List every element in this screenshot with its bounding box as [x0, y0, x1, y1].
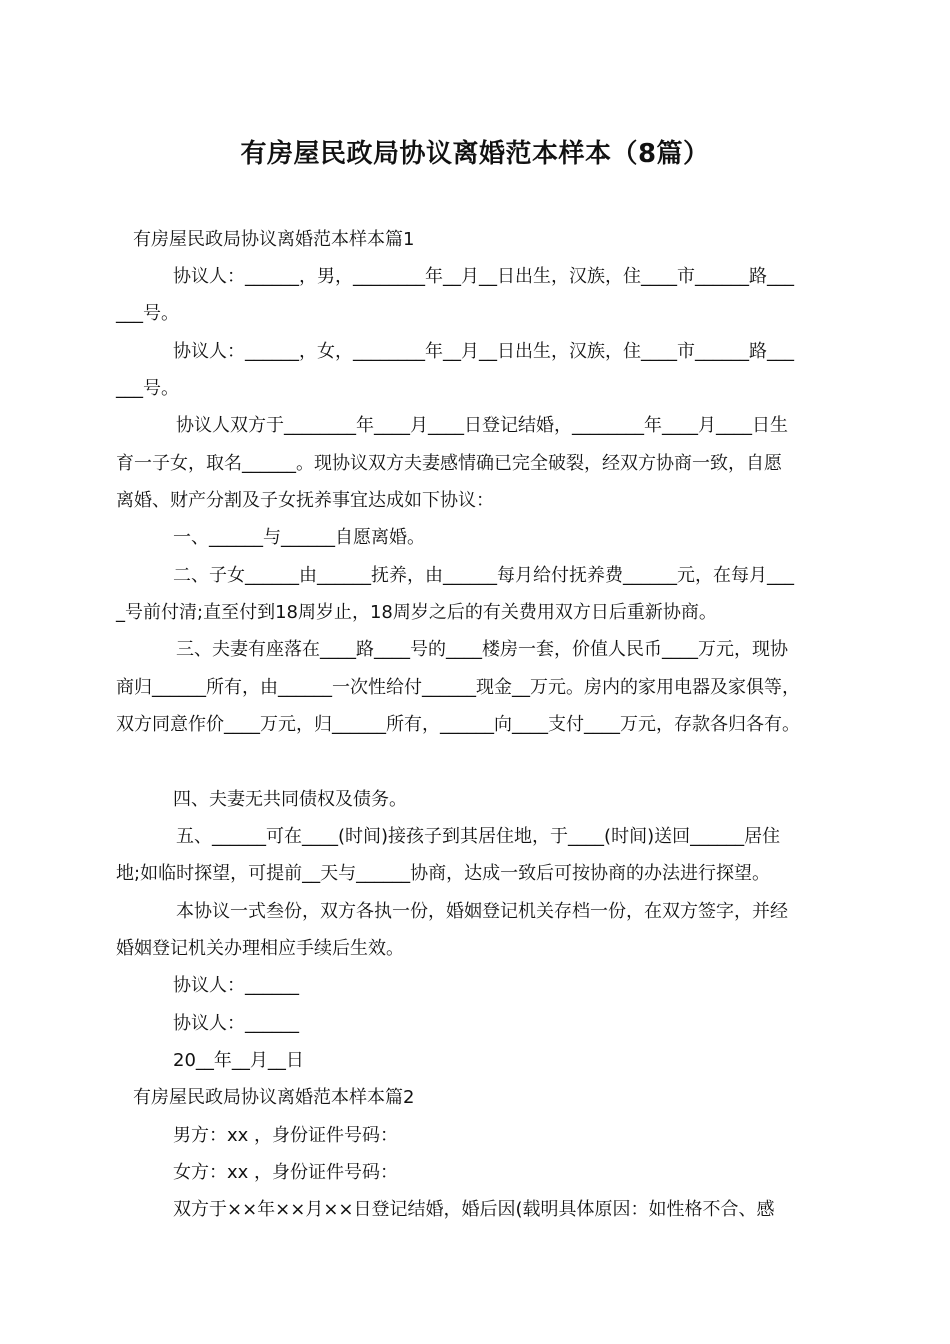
signature-line: 协议人：______ — [173, 975, 299, 996]
paragraph-line: 商归______所有，由______一次性给付______现金__万元。房内的家用电器及家俱等， — [116, 677, 800, 698]
document-title: 有房屋民政局协议离婚范本样本（8篇） — [240, 139, 710, 169]
paragraph-line: 四、夫妻无共同债权及债务。 — [173, 789, 407, 810]
section-heading-2: 有房屋民政局协议离婚范本样本篇2 — [133, 1087, 415, 1108]
paragraph-line: 女方：xx ，身份证件号码： — [173, 1162, 399, 1183]
paragraph-line: ___号。 — [116, 303, 179, 324]
paragraph-line: 本协议一式叁份，双方各执一份，婚姻登记机关存档一份，在双方签字，并经 — [176, 901, 788, 922]
signature-line: 协议人：______ — [173, 1013, 299, 1034]
paragraph-line: 五、______可在____(时间)接孩子到其居住地，于____(时间)送回______居住 — [176, 826, 781, 847]
paragraph-line: 离婚、财产分割及子女抚养事宜达成如下协议： — [116, 490, 494, 511]
paragraph-line: 协议人：______，女，________年__月__日出生，汉族，住____市______路___ — [173, 341, 794, 362]
paragraph-line: 协议人双方于________年____月____日登记结婚，________年____月____日生 — [176, 415, 788, 436]
date-line: 20__年__月__日 — [173, 1050, 304, 1071]
paragraph-line: 双方于××年××月××日登记结婚，婚后因(载明具体原因：如性格不合、感 — [173, 1199, 775, 1220]
paragraph-line: 协议人：______，男，________年__月__日出生，汉族，住____市______路___ — [173, 266, 794, 287]
paragraph-line: 一、______与______自愿离婚。 — [173, 527, 425, 548]
paragraph-line: 育一子女，取名______。现协议双方夫妻感情确已完全破裂，经双方协商一致，自愿 — [116, 453, 782, 474]
paragraph-line: _号前付清;直至付到18周岁止，18周岁之后的有关费用双方日后重新协商。 — [116, 602, 717, 623]
paragraph-line: 双方同意作价____万元，归______所有，______向____支付____万元，存款各归各有。 — [116, 714, 800, 735]
paragraph-line: 二、子女______由______抚养，由______每月给付抚养费______元，在每月___ — [173, 565, 794, 586]
paragraph-line: 地;如临时探望，可提前__天与______协商，达成一致后可按协商的办法进行探望。 — [116, 863, 771, 884]
paragraph-line: ___号。 — [116, 378, 179, 399]
section-heading-1: 有房屋民政局协议离婚范本样本篇1 — [133, 229, 415, 250]
paragraph-line: 男方：xx ，身份证件号码： — [173, 1125, 399, 1146]
paragraph-line: 婚姻登记机关办理相应手续后生效。 — [116, 938, 404, 959]
paragraph-line: 三、夫妻有座落在____路____号的____楼房一套，价值人民币____万元，现协 — [176, 639, 788, 660]
